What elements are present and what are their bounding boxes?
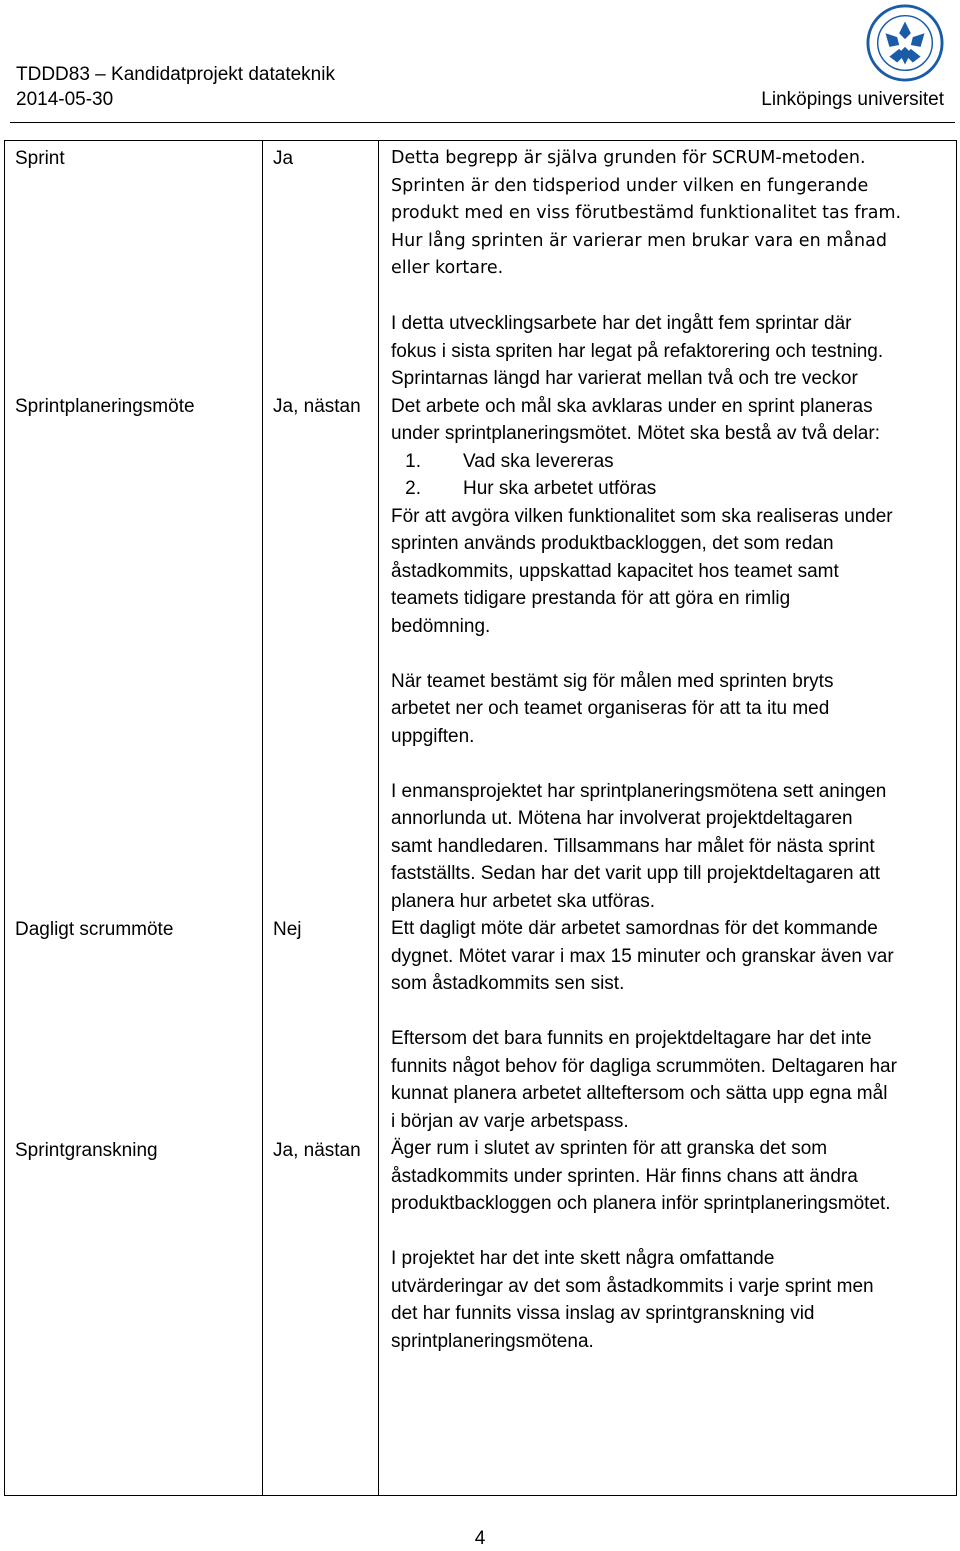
list-text: Vad ska levereras [463,450,614,472]
desc-line: samt handledaren. Tillsammans har målet för nästa sprint [391,835,875,857]
desc-line: Eftersom det bara funnits en projektdeltagare har det inte [391,1028,872,1049]
desc-line: sprinten används produktbackloggen, det som redan [391,533,834,554]
description-sprintplaneringsmote [391,393,952,916]
table-row [5,141,957,1496]
desc-line: annorlunda ut. Mötena har involverat projektdeltagaren [391,808,853,829]
university-name: Linköpings universitet [761,89,944,110]
desc-paragraph [391,310,952,393]
desc-line: Hur lång sprinten är varierar men brukar vara en månad [391,230,887,251]
desc-line: produktbackloggen och planera inför sprintplaneringsmötet. [391,1193,891,1214]
description-dagligt-scrummote [391,915,952,1135]
desc-line: uppgiften. [391,725,475,747]
term-sprintplaneringsmote: Sprintplaneringsmöte [15,395,195,417]
desc-line: fastställts. Sedan har det varit upp till projektdeltagaren att [391,863,880,884]
desc-line: under sprintplaneringsmötet. Mötet ska bestå av två delar: [391,423,880,444]
desc-line: åstadkommits, uppskattad kapacitet hos teamet samt [391,560,839,582]
desc-line: Det arbete och mål ska avklaras under en sprint planeras [391,395,873,417]
list-text: Hur ska arbetet utföras [463,478,657,499]
desc-line: sprintplaneringsmötena. [391,1330,594,1352]
course-title: TDDD83 – Kandidatprojekt datateknik [16,64,335,85]
desc-line: arbetet ner och teamet organiseras för att ta itu med [391,698,830,719]
document-date: 2014-05-30 [16,89,114,110]
desc-line: När teamet bestämt sig för målen med sprinten bryts [391,670,834,692]
page-header [0,0,960,120]
list-item [391,475,952,503]
description-column [379,141,957,1496]
description-sprintgranskning [391,1135,952,1355]
desc-line: teamets tidigare prestanda för att göra en rimlig [391,588,791,609]
desc-line: i början av varje arbetspass. [391,1110,629,1132]
desc-line: Sprinten är den tidsperiod under vilken en fungerande [391,175,869,196]
desc-line: åstadkommits under sprinten. Här finns chans att ändra [391,1165,858,1187]
desc-line: I enmansprojektet har sprintplaneringsmötena sett aningen [391,780,887,802]
university-seal-icon [866,4,944,82]
used-sprint: Ja [273,148,294,169]
list-item [391,448,952,476]
desc-paragraph [391,145,952,283]
desc-line: som åstadkommits sen sist. [391,973,625,994]
desc-line: Äger rum i slutet av sprinten för att granska det som [391,1138,828,1159]
term-sprint: Sprint [15,148,65,169]
desc-line: fokus i sista spriten har legat på refaktorering och testning. [391,340,884,362]
desc-line: bedömning. [391,615,491,637]
desc-line: Detta begrepp är själva grunden för SCRUM-metoden. [391,148,866,168]
term-sprintgranskning: Sprintgranskning [15,1139,158,1161]
used-dagligt-scrummote: Nej [273,919,302,940]
header-rule [10,122,955,123]
desc-line: funnits något behov för dagliga scrummöten. Deltagaren har [391,1055,897,1077]
term-dagligt-scrummote: Dagligt scrummöte [15,919,174,940]
desc-line: För att avgöra vilken funktionalitet som ska realiseras under [391,505,893,527]
desc-line: utvärderingar av det som åstadkommits i varje sprint men [391,1275,874,1297]
desc-line: kunnat planera arbetet allteftersom och sätta upp egna mål [391,1083,888,1104]
desc-line: eller kortare. [391,258,504,278]
term-column [5,141,263,1496]
desc-line: dygnet. Mötet varar i max 15 minuter och granskar även var [391,945,894,967]
header-left [16,62,335,112]
desc-line: I projektet har det inte skett några omfattande [391,1248,775,1269]
list-number: 2. [405,478,421,499]
page-number: 4 [474,1528,486,1549]
glossary-table [4,140,957,1496]
list-number: 1. [405,450,421,472]
used-sprintplaneringsmote: Ja, nästan [273,395,361,417]
description-sprint [391,141,952,393]
desc-line: det har funnits vissa inslag av sprintgranskning vid [391,1303,815,1324]
desc-line: Sprintarnas längd har varierat mellan två och tre veckor [391,368,858,389]
desc-line: planera hur arbetet ska utföras. [391,890,656,912]
desc-line: produkt med en viss förutbestämd funktionalitet tas fram. [391,203,902,223]
used-sprintgranskning: Ja, nästan [273,1139,361,1161]
desc-line: Ett dagligt möte där arbetet samordnas för det kommande [391,918,878,939]
used-column [263,141,379,1496]
desc-line: I detta utvecklingsarbete har det ingått fem sprintar där [391,313,852,334]
